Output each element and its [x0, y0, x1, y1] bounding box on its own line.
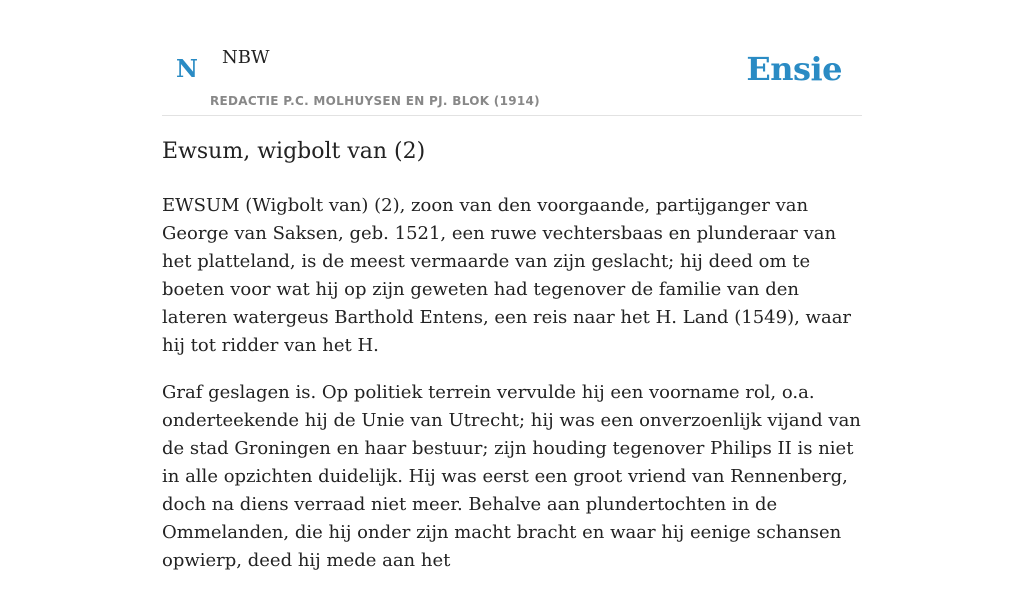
article-paragraph: Graf geslagen is. Op politiek terrein vervulde hij een voorname rol, o.a. onderteekende hij de Unie van Utrecht; hij was een onverzoenlijk vijand van de stad Groningen en haar bestuur; zijn houding tegenover Philips II is niet in alle opzichten duidelijk. Hij was eerst een groot vriend van Rennenberg, doch na diens verraad niet meer. Behalve aan plundertochten in de Ommelanden, die hij onder zijn macht bracht en waar hij eenige schansen opwierp, deed hij mede aan het	[162, 382, 861, 571]
source-subtitle: REDACTIE P.C. MOLHUYSEN EN PJ. BLOK (1914)	[210, 94, 540, 108]
article-paragraph: EWSUM (Wigbolt van) (2), zoon van den voorgaande, partijganger van George van Saksen, geb. 1521, een ruwe vechtersbaas en plunderaar van het platteland, is de meest vermaarde van zijn geslacht; hij deed om te boeten voor wat hij op zijn geweten had tegenover de familie van den lateren watergeus Barthold Entens, een reis naar het H. Land (1549), waar hij tot ridder van het H.	[162, 195, 852, 356]
source-title[interactable]: NBW	[222, 47, 270, 68]
header	[162, 40, 862, 116]
nbw-logo-icon[interactable]: N	[176, 54, 198, 83]
article-title: Ewsum, wigbolt van (2)	[162, 139, 426, 164]
ensie-logo[interactable]: Ensie	[746, 50, 842, 88]
article-body	[162, 192, 862, 594]
